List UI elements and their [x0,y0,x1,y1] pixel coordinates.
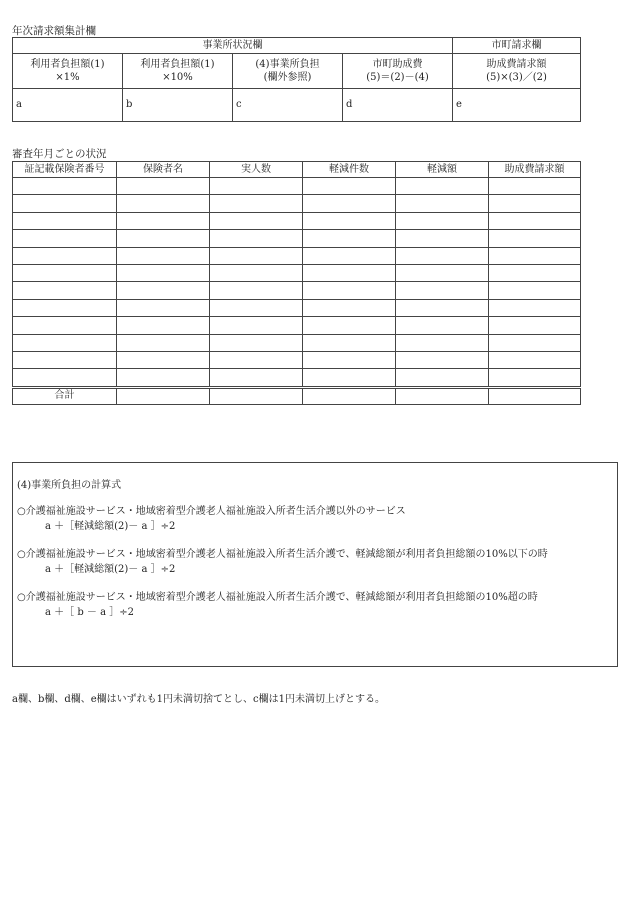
entry-cell[interactable] [117,195,210,212]
total-cell[interactable] [303,387,396,404]
value-cell-b[interactable]: b [123,89,233,122]
entry-cell[interactable] [13,369,117,387]
entry-cell[interactable] [117,247,210,264]
entry-cell[interactable] [13,282,117,299]
entry-cell[interactable] [489,351,581,368]
column-header-reduction-count: 軽減件数 [303,162,396,178]
entry-cell[interactable] [210,247,303,264]
entry-cell[interactable] [117,299,210,316]
value-cell-d[interactable]: d [343,89,453,122]
entry-cell[interactable] [303,195,396,212]
entry-cell[interactable] [303,282,396,299]
table-row [13,195,581,212]
summary-section-title: 年次請求額集計欄 [12,25,96,37]
entry-cell[interactable] [396,317,489,334]
entry-cell[interactable] [489,282,581,299]
formula-expression: a ＋［軽減総額(2)－ a ］÷2 [45,563,176,575]
entry-cell[interactable] [210,299,303,316]
value-cell-a[interactable]: a [13,89,123,122]
entry-cell[interactable] [396,334,489,351]
total-row [13,387,581,404]
entry-cell[interactable] [489,212,581,229]
column-header-subsidy-claim: 助成費請求額 (5)×(3)／(2) [453,54,581,89]
status-by-review-month-table [12,161,581,405]
formula-condition: ○介護福祉施設サービス・地域密着型介護老人福祉施設入所者生活介護以外のサービス [17,506,406,517]
table-row [13,334,581,351]
entry-cell[interactable] [117,317,210,334]
entry-cell[interactable] [210,212,303,229]
status-section-title: 審査年月ごとの状況 [12,148,107,160]
column-header-actual-persons: 実人数 [210,162,303,178]
entry-cell[interactable] [489,230,581,247]
entry-cell[interactable] [210,195,303,212]
entry-cell[interactable] [489,334,581,351]
total-cell[interactable] [396,387,489,404]
table-row [13,212,581,229]
formula-condition: ○介護福祉施設サービス・地域密着型介護老人福祉施設入所者生活介護で、軽減総額が利用者負担総額の10%超の時 [17,592,538,603]
entry-cell[interactable] [210,317,303,334]
table-row [13,351,581,368]
table-row [13,230,581,247]
entry-cell[interactable] [489,178,581,195]
entry-cell[interactable] [117,282,210,299]
entry-cell[interactable] [489,317,581,334]
entry-cell[interactable] [210,351,303,368]
entry-cell[interactable] [396,351,489,368]
table-row [13,178,581,195]
formula-expression: a ＋［ b － a ］÷2 [45,606,134,618]
entry-cell[interactable] [303,264,396,281]
entry-cell[interactable] [210,369,303,387]
entry-cell[interactable] [13,334,117,351]
column-header-subsidy-claim-amount: 助成費請求額 [489,162,581,178]
formula-condition: ○介護福祉施設サービス・地域密着型介護老人福祉施設入所者生活介護で、軽減総額が利用者負担総額の10%以下の時 [17,549,548,560]
entry-cell[interactable] [396,230,489,247]
entry-cell[interactable] [13,299,117,316]
table-row [13,369,581,387]
formula-heading: (4)事業所負担の計算式 [17,480,122,491]
entry-cell[interactable] [303,317,396,334]
entry-cell[interactable] [117,230,210,247]
column-header-user-burden-10pct: 利用者負担額(1) ×10% [123,54,233,89]
entry-cell[interactable] [13,195,117,212]
entry-cell[interactable] [396,178,489,195]
formula-item [17,505,613,534]
value-cell-c[interactable]: c [233,89,343,122]
entry-cell[interactable] [489,264,581,281]
entry-cell[interactable] [489,299,581,316]
value-cell-e[interactable]: e [453,89,581,122]
total-cell[interactable] [489,387,581,404]
entry-cell[interactable] [210,230,303,247]
column-header-city-subsidy: 市町助成費 (5)＝(2)－(4) [343,54,453,89]
entry-cell[interactable] [396,369,489,387]
entry-cell[interactable] [489,195,581,212]
entry-cell[interactable] [117,334,210,351]
entry-cell[interactable] [396,264,489,281]
entry-cell[interactable] [117,351,210,368]
entry-cell[interactable] [303,230,396,247]
entry-cell[interactable] [13,264,117,281]
entry-cell[interactable] [117,264,210,281]
column-header-office-burden: (4)事業所負担 (欄外参照) [233,54,343,89]
entry-cell[interactable] [396,299,489,316]
entry-cell[interactable] [396,212,489,229]
formula-item [17,591,613,620]
entry-cell[interactable] [117,178,210,195]
office-status-group-header: 事業所状況欄 [13,38,453,54]
entry-cell[interactable] [13,178,117,195]
column-header-user-burden-1pct: 利用者負担額(1) ×1% [13,54,123,89]
table-row [13,317,581,334]
entry-cell[interactable] [303,369,396,387]
entry-cell[interactable] [303,334,396,351]
total-cell[interactable] [117,387,210,404]
total-cell[interactable] [210,387,303,404]
rounding-footnote: a欄、b欄、d欄、e欄はいずれも1円未満切捨てとし、c欄は1円未満切上げとする。 [12,694,386,705]
entry-cell[interactable] [13,247,117,264]
table-row [13,299,581,316]
entry-cell[interactable] [303,351,396,368]
entry-cell[interactable] [210,178,303,195]
entry-cell[interactable] [396,195,489,212]
entry-cell[interactable] [13,230,117,247]
table-row [13,264,581,281]
column-header-insurer-number: 証記載保険者番号 [13,162,117,178]
column-header-reduction-amount: 軽減額 [396,162,489,178]
entry-cell[interactable] [396,247,489,264]
table-row [13,247,581,264]
column-header-insurer-name: 保険者名 [117,162,210,178]
entry-cell[interactable] [13,351,117,368]
city-claim-group-header: 市町請求欄 [453,38,581,54]
entry-cell[interactable] [396,282,489,299]
office-burden-formula-box [12,462,618,667]
entry-cell[interactable] [210,334,303,351]
status-table-body [13,178,581,405]
entry-cell[interactable] [303,247,396,264]
entry-cell[interactable] [117,212,210,229]
entry-cell[interactable] [117,369,210,387]
total-label: 合計 [13,387,117,404]
entry-cell[interactable] [13,212,117,229]
entry-cell[interactable] [489,369,581,387]
entry-cell[interactable] [303,178,396,195]
entry-cell[interactable] [303,299,396,316]
entry-cell[interactable] [13,317,117,334]
table-row [13,282,581,299]
formula-item [17,548,613,577]
entry-cell[interactable] [210,264,303,281]
formula-expression: a ＋［軽減総額(2)－ a ］÷2 [45,520,176,532]
entry-cell[interactable] [303,212,396,229]
entry-cell[interactable] [489,247,581,264]
entry-cell[interactable] [210,282,303,299]
annual-summary-table [12,37,581,122]
